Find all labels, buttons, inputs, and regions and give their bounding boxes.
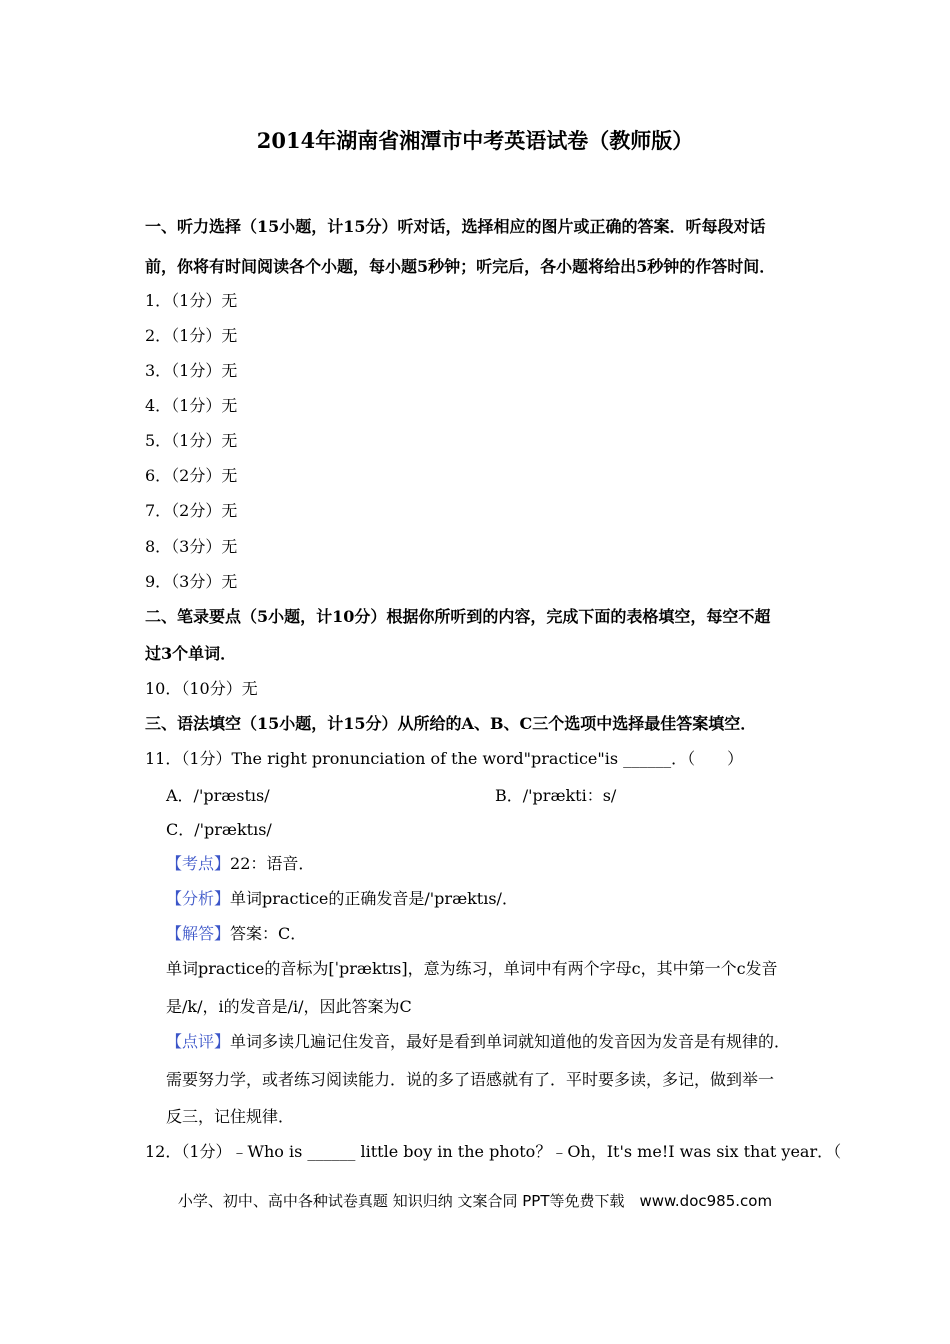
section1-heading-line1: 一、听力选择（15小题，计15分）听对话，选择相应的图片或正确的答案．听每段对话 — [145, 217, 766, 236]
list-item: 2．（1分）无 — [145, 326, 238, 345]
section2-heading-line1: 二、笔录要点（5小题，计10分）根据你所听到的内容，完成下面的表格填空，每空不超 — [145, 607, 771, 626]
question-11-option-a: A．/'præstıs/ — [166, 786, 270, 805]
question-11-option-c: C．/'præktıs/ — [166, 820, 272, 839]
kaodian-tag: 【考点】 — [166, 854, 231, 873]
jieda-line — [166, 923, 836, 945]
list-item: 8．（3分）无 — [145, 537, 238, 556]
section3-heading: 三、语法填空（15小题，计15分）从所给的A、B、C三个选项中选择最佳答案填空． — [145, 714, 757, 733]
dianping-line3: 反三，记住规律． — [166, 1107, 295, 1126]
dianping-line2: 需要努力学，或者练习阅读能力．说的多了语感就有了．平时要多读，多记，做到举一 — [166, 1070, 775, 1089]
page-footer: 小学、初中、高中各种试卷真题 知识归纳 文案合同 PPT等免费下载 www.doc985.com — [177, 1192, 773, 1210]
fenxi-tag: 【分析】 — [166, 889, 231, 908]
fenxi-line — [166, 888, 836, 910]
dianping-line1 — [166, 1031, 836, 1053]
dianping-text: 单词多读几遍记住发音，最好是看到单词就知道他的发音因为发音是有规律的． — [230, 1032, 791, 1051]
jieda-detail-line2: 是/k/，i的发音是/i/，因此答案为C — [166, 997, 412, 1016]
question-11-stem: 11．（1分）The right pronunciation of the word"practice"is ______．（ ） — [145, 749, 744, 768]
section2-heading-line2: 过3个单词． — [145, 644, 237, 663]
list-item: 1．（1分）无 — [145, 291, 238, 310]
question-12-stem: 12．（1分）﹣Who is ______ little boy in the photo？﹣Oh，It's me!I was six that year．（ — [145, 1142, 842, 1161]
list-item: 6．（2分）无 — [145, 466, 238, 485]
section1-heading-line2: 前，你将有时间阅读各个小题，每小题5秒钟；听完后，各小题将给出5秒钟的作答时间． — [145, 257, 776, 276]
list-item: 4．（1分）无 — [145, 396, 238, 415]
kaodian-line — [166, 853, 836, 875]
list-item: 7．（2分）无 — [145, 501, 238, 520]
question-11-option-b: B．/'prækti：s/ — [495, 786, 617, 805]
list-item: 5．（1分）无 — [145, 431, 238, 450]
jieda-detail-line1: 单词practice的音标为[ˈpræktɪs]，意为练习，单词中有两个字母c，其中第一个c发音 — [166, 959, 778, 978]
list-item: 3．（1分）无 — [145, 361, 238, 380]
jieda-text: 答案：C． — [230, 924, 307, 943]
dianping-tag: 【点评】 — [166, 1032, 231, 1051]
kaodian-text: 22：语音． — [230, 854, 315, 873]
list-item: 10．（10分）无 — [145, 679, 258, 698]
jieda-tag: 【解答】 — [166, 924, 231, 943]
page-title: 2014年湖南省湘潭市中考英语试卷（教师版） — [256, 128, 694, 153]
fenxi-text: 单词practice的正确发音是/'præktıs/． — [230, 889, 518, 908]
list-item: 9．（3分）无 — [145, 572, 238, 591]
